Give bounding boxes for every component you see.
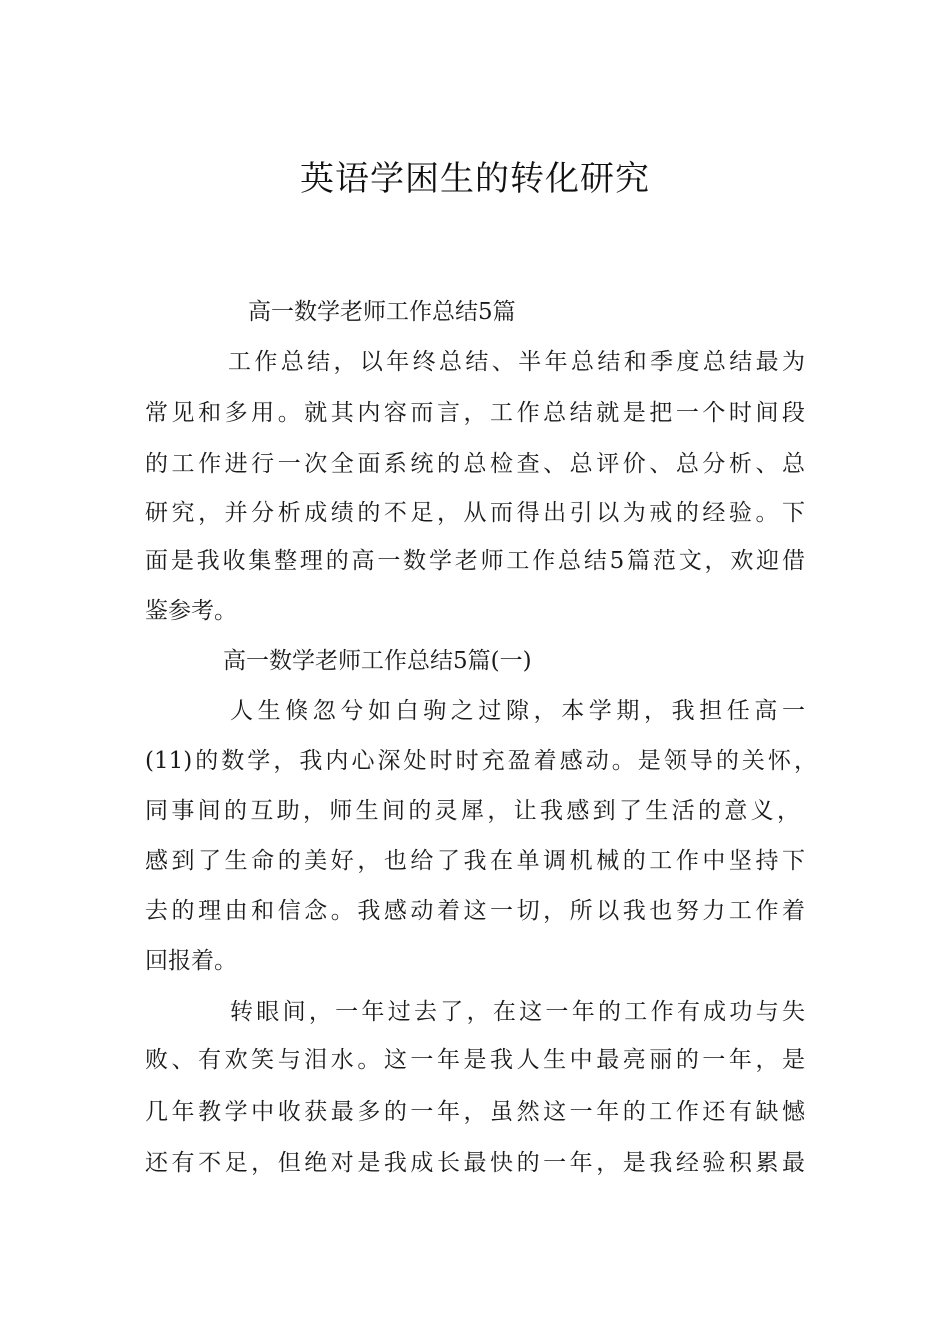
paragraph-line: 感到了生命的美好，也给了我在单调机械的工作中坚持下 — [145, 848, 805, 874]
paragraph-line: 转眼间，一年过去了，在这一年的工作有成功与失 — [230, 999, 805, 1025]
paragraph-line: 人生倏忽兮如白驹之过隙，本学期，我担任高一 — [230, 698, 805, 724]
paragraph-line: 回报着。 — [145, 948, 237, 974]
document-subtitle: 高一数学老师工作总结5篇 — [248, 299, 516, 325]
intro-line: 鉴参考。 — [145, 598, 237, 624]
intro-line: 常见和多用。就其内容而言，工作总结就是把一个时间段 — [145, 400, 805, 426]
paragraph-line: (11)的数学，我内心深处时时充盈着感动。是领导的关怀， — [145, 748, 817, 774]
intro-line: 面是我收集整理的高一数学老师工作总结5篇范文，欢迎借 — [145, 548, 805, 574]
paragraph-line: 同事间的互助，师生间的灵犀，让我感到了生活的意义， — [145, 798, 800, 824]
paragraph-line: 几年教学中收获最多的一年，虽然这一年的工作还有缺憾 — [145, 1099, 805, 1125]
paragraph-line: 败、有欢笑与泪水。这一年是我人生中最亮丽的一年，是 — [145, 1047, 805, 1073]
intro-line: 工作总结，以年终总结、半年总结和季度总结最为 — [228, 349, 805, 375]
intro-line: 的工作进行一次全面系统的总检查、总评价、总分析、总 — [145, 451, 805, 477]
section-heading: 高一数学老师工作总结5篇(一) — [223, 648, 532, 674]
paragraph-line: 去的理由和信念。我感动着这一切，所以我也努力工作着 — [145, 898, 805, 924]
document-title: 英语学困生的转化研究 — [300, 159, 650, 199]
intro-line: 研究，并分析成绩的不足，从而得出引以为戒的经验。下 — [145, 500, 805, 526]
paragraph-line: 还有不足，但绝对是我成长最快的一年，是我经验积累最 — [145, 1150, 805, 1176]
